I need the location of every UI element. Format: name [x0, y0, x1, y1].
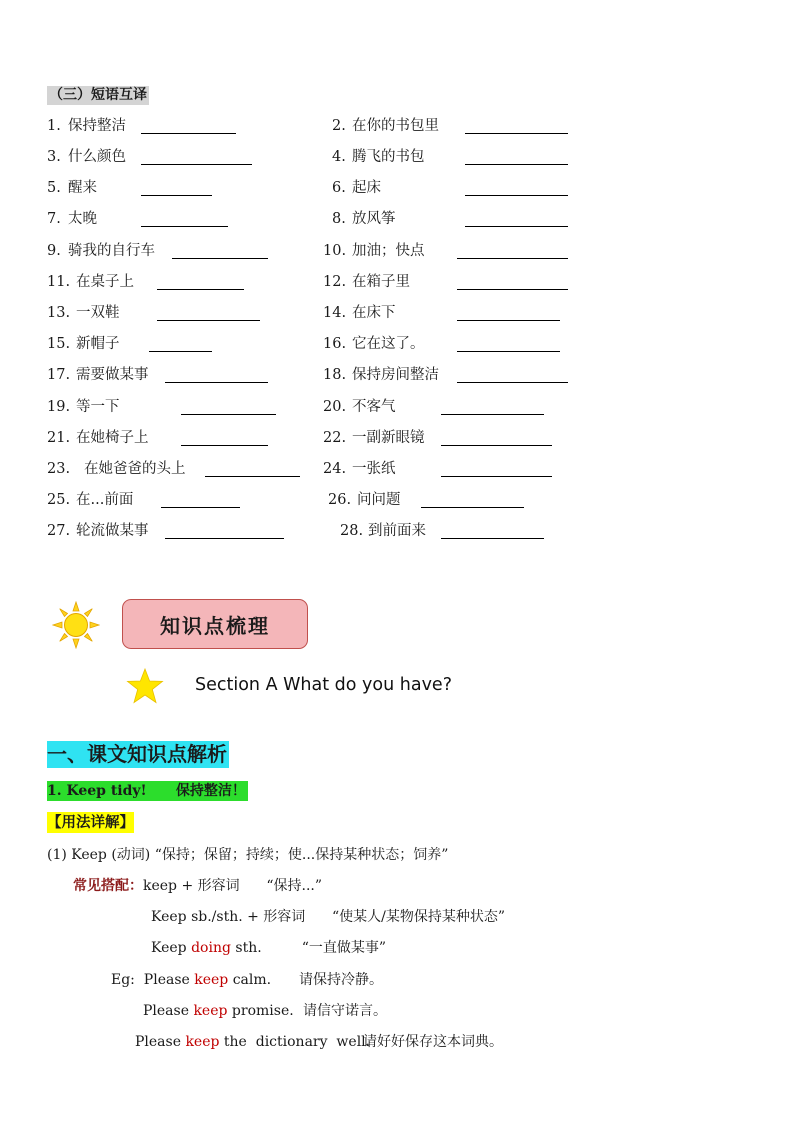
phrase-chinese: 新帽子	[76, 336, 120, 352]
phrase-number: 10.	[323, 243, 347, 259]
heading-text-analysis: 一、课文知识点解析	[47, 742, 227, 766]
answer-blank[interactable]	[457, 351, 560, 352]
answer-blank[interactable]	[181, 414, 276, 415]
phrase-number: 1.	[47, 118, 61, 134]
phrase-number: 7.	[47, 211, 61, 227]
collocation-3	[151, 938, 386, 958]
phrase-chinese: 在桌子上	[76, 274, 134, 290]
answer-blank[interactable]	[165, 382, 268, 383]
phrase-number: 21.	[47, 430, 71, 446]
collocation-2: Keep sb./sth. + 形容词 “使某人/某物保持某种状态”	[151, 909, 506, 925]
answer-blank[interactable]	[441, 476, 552, 477]
example-3-pre: Please	[135, 1034, 186, 1050]
answer-blank[interactable]	[457, 382, 568, 383]
phrase-number: 25.	[47, 492, 71, 508]
phrase-chinese: 一双鞋	[76, 305, 120, 321]
phrase-chinese: 一张纸	[352, 461, 396, 477]
collocation-3-post: sth. “一直做某事”	[230, 940, 387, 956]
answer-blank[interactable]	[141, 133, 236, 134]
answer-blank[interactable]	[172, 258, 268, 259]
phrase-chinese: 它在这了。	[352, 336, 425, 352]
collocation-label: 常见搭配：	[73, 878, 143, 894]
phrase-number: 23.	[47, 461, 71, 477]
phrase-number: 2.	[332, 118, 346, 134]
example-2-keyword: keep	[193, 1003, 228, 1019]
phrase-chinese: 在她椅子上	[76, 430, 149, 446]
phrase-number: 19.	[47, 399, 71, 415]
answer-blank[interactable]	[141, 226, 228, 227]
phrase-chinese: 等一下	[76, 399, 120, 415]
phrase-number: 15.	[47, 336, 71, 352]
answer-blank[interactable]	[157, 289, 244, 290]
answer-blank[interactable]	[457, 289, 568, 290]
section-heading-phrase-translation: （三）短语互译	[49, 87, 147, 103]
answer-blank[interactable]	[205, 476, 300, 477]
phrase-chinese: 不客气	[352, 399, 396, 415]
phrase-chinese: 在床下	[352, 305, 396, 321]
answer-blank[interactable]	[465, 195, 568, 196]
phrase-chinese: 保持整洁	[68, 118, 126, 134]
phrase-number: 24.	[323, 461, 347, 477]
phrase-chinese: 在...前面	[76, 492, 134, 508]
collocation-3-keyword: doing	[191, 940, 231, 956]
phrase-number: 4.	[332, 149, 346, 165]
phrase-number: 17.	[47, 367, 71, 383]
phrase-chinese: 加油；快点	[352, 243, 425, 259]
keep-definition: (1) Keep (动词) “保持；保留；持续；使...保持某种状态；饲养”	[47, 847, 449, 863]
collocation-line-1	[73, 876, 322, 896]
phrase-number: 22.	[323, 430, 347, 446]
phrase-number: 8.	[332, 211, 346, 227]
answer-blank[interactable]	[157, 320, 260, 321]
heading-keep-tidy: 1. Keep tidy! 保持整洁！	[47, 783, 246, 799]
phrase-chinese: 太晚	[68, 211, 97, 227]
section-a-title: Section A What do you have?	[195, 675, 452, 695]
example-3-keyword: keep	[185, 1034, 220, 1050]
collocation-1: keep + 形容词 “保持...”	[143, 878, 323, 894]
phrase-number: 9.	[47, 243, 61, 259]
phrase-number: 12.	[323, 274, 347, 290]
phrase-number: 6.	[332, 180, 346, 196]
sun-icon	[52, 601, 100, 649]
phrase-chinese: 在箱子里	[352, 274, 410, 290]
phrase-number: 16.	[323, 336, 347, 352]
example-3	[135, 1032, 370, 1052]
phrase-chinese: 一副新眼镜	[352, 430, 425, 446]
example-1-post: calm.	[228, 972, 272, 988]
phrase-number: 18.	[323, 367, 347, 383]
answer-blank[interactable]	[441, 414, 544, 415]
phrase-number: 20.	[323, 399, 347, 415]
phrase-chinese: 在你的书包里	[352, 118, 439, 134]
phrase-number: 26.	[328, 492, 352, 508]
phrase-chinese: 醒来	[68, 180, 97, 196]
phrase-number: 5.	[47, 180, 61, 196]
example-2-pre: Please	[143, 1003, 194, 1019]
answer-blank[interactable]	[149, 351, 212, 352]
answer-blank[interactable]	[141, 164, 252, 165]
answer-blank[interactable]	[457, 320, 560, 321]
answer-blank[interactable]	[465, 164, 568, 165]
phrase-chinese: 放风筝	[352, 211, 396, 227]
phrase-chinese: 到前面来	[368, 523, 426, 539]
phrase-number: 13.	[47, 305, 71, 321]
answer-blank[interactable]	[441, 538, 544, 539]
example-3-post: the dictionary well.	[219, 1034, 371, 1050]
example-2-post: promise.	[227, 1003, 294, 1019]
phrase-chinese: 什么颜色	[68, 149, 126, 165]
phrase-number: 11.	[47, 274, 71, 290]
phrase-chinese: 骑我的自行车	[68, 243, 155, 259]
answer-blank[interactable]	[165, 538, 284, 539]
example-1-translation: 请保持冷静。	[299, 972, 383, 988]
phrase-chinese: 轮流做某事	[76, 523, 149, 539]
star-icon	[126, 668, 164, 704]
collocation-3-pre: Keep	[151, 940, 192, 956]
example-2-translation: 请信守诺言。	[303, 1003, 387, 1019]
answer-blank[interactable]	[457, 258, 568, 259]
example-2	[143, 1001, 294, 1021]
phrase-chinese: 问问题	[357, 492, 401, 508]
example-1-pre: Eg: Please	[111, 972, 195, 988]
answer-blank[interactable]	[161, 507, 240, 508]
phrase-number: 28.	[340, 523, 364, 539]
phrase-chinese: 腾飞的书包	[352, 149, 425, 165]
phrase-chinese: 在她爸爸的头上	[84, 461, 186, 477]
answer-blank[interactable]	[141, 195, 212, 196]
answer-blank[interactable]	[465, 133, 568, 134]
phrase-chinese: 起床	[352, 180, 381, 196]
answer-blank[interactable]	[181, 445, 268, 446]
knowledge-summary-banner: 知识点梳理	[122, 599, 308, 649]
phrase-chinese: 保持房间整洁	[352, 367, 439, 383]
answer-blank[interactable]	[441, 445, 552, 446]
phrase-number: 3.	[47, 149, 61, 165]
answer-blank[interactable]	[421, 507, 524, 508]
example-1-keyword: keep	[194, 972, 229, 988]
example-1	[111, 970, 271, 990]
phrase-number: 14.	[323, 305, 347, 321]
heading-usage-detail: 【用法详解】	[47, 814, 134, 831]
example-3-translation: 请好好保存这本词典。	[363, 1034, 503, 1050]
phrase-number: 27.	[47, 523, 71, 539]
answer-blank[interactable]	[465, 226, 568, 227]
phrase-chinese: 需要做某事	[76, 367, 149, 383]
